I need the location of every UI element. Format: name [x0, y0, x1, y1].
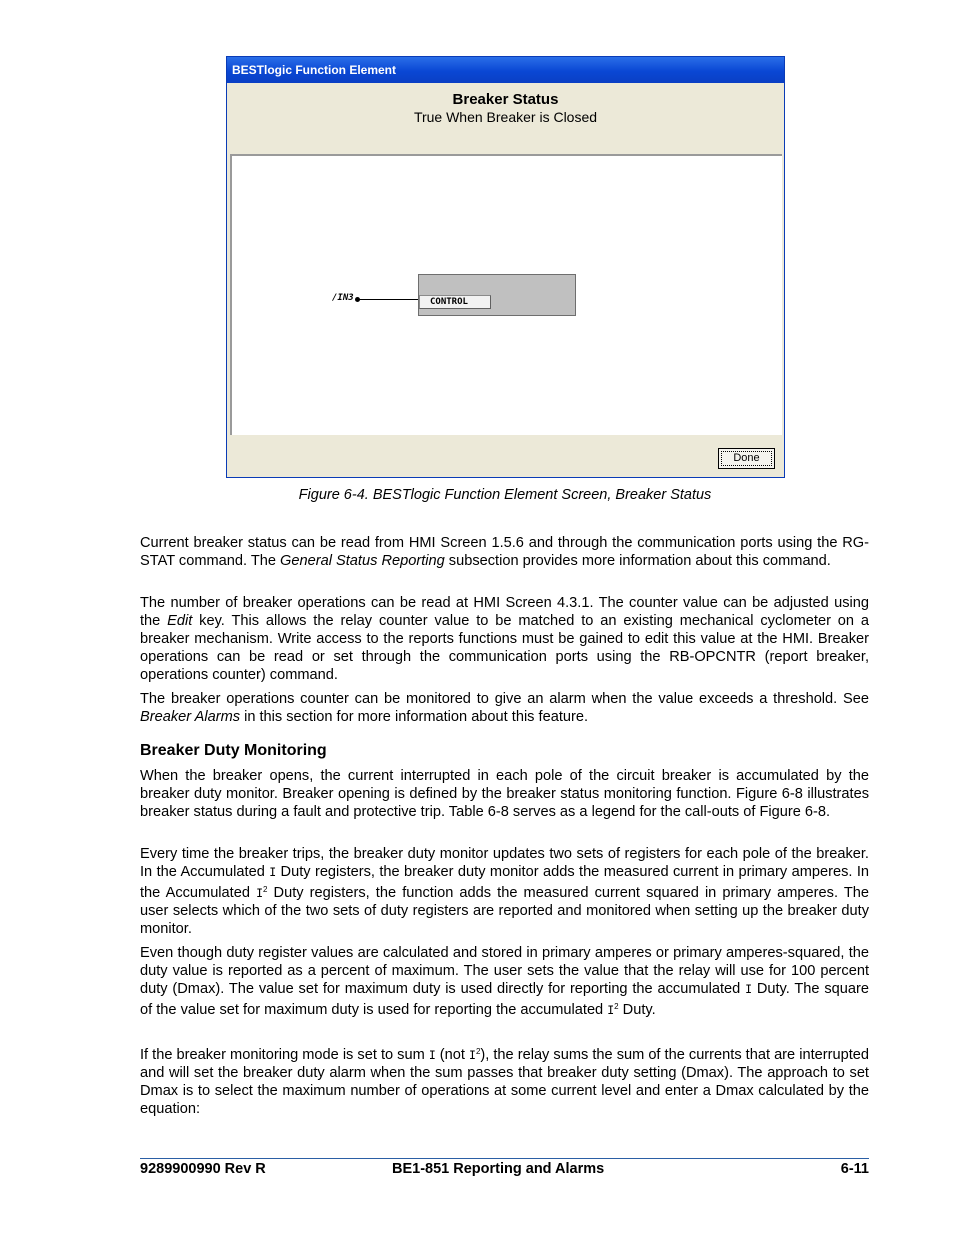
para5-text-b: Duty registers, the breaker duty monitor adds the measured current in primary amperes. In the Accumulated	[140, 864, 870, 901]
para1-italic: General Status Reporting	[280, 553, 445, 569]
para6-text-a: Even though duty register values are calculated and stored in primary amperes or primary amperes-squared, the duty value is reported as a percent of maximum. The user sets the value that the relay will use for 100 percent duty (Dmax). The value set for maximum duty is used directly for reporting the accumulated	[140, 945, 869, 997]
current-symbol: I	[745, 982, 753, 996]
dialog-subtitle: True When Breaker is Closed	[413, 109, 598, 125]
figure-caption: Figure 6-4. BESTlogic Function Element Screen, Breaker Status	[298, 487, 712, 503]
connection-wire	[359, 299, 418, 300]
para7-text-c: ), the relay sums the sum of the currents that are interrupted and will set the breaker duty alarm when the sum passes that breaker duty setting (Dmax). The approach to set Dmax is to select the maximum number of operations at some current level and enter a Dmax calculated by the equation:	[140, 1047, 869, 1117]
paragraph-3	[140, 690, 869, 726]
done-button-label: Done	[721, 451, 772, 466]
para7-text-a: If the breaker monitoring mode is set to sum	[140, 1047, 429, 1063]
paragraph-1	[140, 534, 869, 570]
para1-text-a: Current breaker status can be read from HMI Screen 1.5.6 and through the communication ports using the RG-STAT command. The	[140, 535, 869, 569]
para2-italic: Edit	[167, 613, 193, 629]
current-symbol: I	[428, 1048, 436, 1062]
current-squared-symbol: I	[256, 886, 263, 900]
para5-text-a: Every time the breaker trips, the breaker duty monitor updates two sets of registers for each pole of the breaker. In the Accumulated	[140, 846, 869, 880]
para5-text-c: Duty registers, the function adds the measured current squared in primary amperes. The user selects which of the two sets of duty registers are reported and monitored when setting up the breaker duty monitor.	[140, 885, 869, 937]
control-input-button[interactable]: CONTROL	[419, 295, 491, 309]
section-title: BE1-851 Reporting and Alarms	[392, 1161, 605, 1177]
current-squared-symbol: I	[469, 1048, 476, 1062]
para3-italic: Breaker Alarms	[140, 709, 241, 725]
paragraph-5	[140, 845, 869, 938]
dialog-title: Breaker Status	[452, 91, 559, 108]
section-heading: Breaker Duty Monitoring	[140, 742, 327, 759]
para6-text-c: Duty.	[618, 1002, 656, 1018]
logic-canvas	[230, 154, 782, 435]
para6-text-b: Duty. The square of the value set for maximum duty is used for reporting the accumulated	[140, 981, 869, 1018]
para1-text-b: subsection provides more information about this command.	[444, 553, 831, 569]
para4-text: When the breaker opens, the current interrupted in each pole of the circuit breaker is accumulated by the breaker duty monitor. Breaker opening is defined by the breaker status monitoring function. Figure 6-8 illustrates breaker status during a fault and protective trip. Table 6-8 serves as a legend for the call-outs of Figure 6-8.	[140, 768, 869, 820]
logic-element-box	[418, 274, 576, 316]
para2-text-b: key. This allows the relay counter value to be matched to an existing mechanical cyclometer on a breaker mechanism. Write access to the reports functions must be gained to edit this value at the HMI. Breaker operations can be read or set through the communication ports using the RB-OPCNTR (report breaker, operations counter) command.	[140, 613, 870, 683]
superscript: 2	[263, 885, 268, 894]
para3-text-b: in this section for more information about this feature.	[240, 709, 589, 725]
done-button[interactable]	[718, 448, 775, 469]
paragraph-4	[140, 767, 869, 821]
dialog-footer	[227, 437, 784, 477]
current-squared-symbol: I	[607, 1003, 615, 1017]
paragraph-7	[140, 1043, 869, 1118]
superscript: 2	[614, 1002, 619, 1011]
document-number: 9289900990 Rev R	[140, 1161, 266, 1177]
bestlogic-dialog	[226, 56, 785, 478]
current-symbol: I	[269, 865, 277, 879]
input-label: /IN3	[332, 293, 354, 303]
superscript: 2	[475, 1047, 481, 1056]
paragraph-2	[140, 594, 869, 684]
dialog-title-bar: BESTlogic Function Element	[227, 57, 784, 83]
page-footer	[140, 1158, 869, 1181]
page-number: 6-11	[840, 1161, 869, 1177]
para2-text-a: The number of breaker operations can be read at HMI Screen 4.3.1. The counter value can be adjusted using the	[140, 595, 869, 629]
dialog-header	[227, 83, 784, 153]
para3-text-a: The breaker operations counter can be monitored to give an alarm when the value exceeds a threshold. See	[140, 691, 869, 707]
paragraph-6	[140, 944, 869, 1019]
para7-text-b: (not	[435, 1047, 470, 1063]
